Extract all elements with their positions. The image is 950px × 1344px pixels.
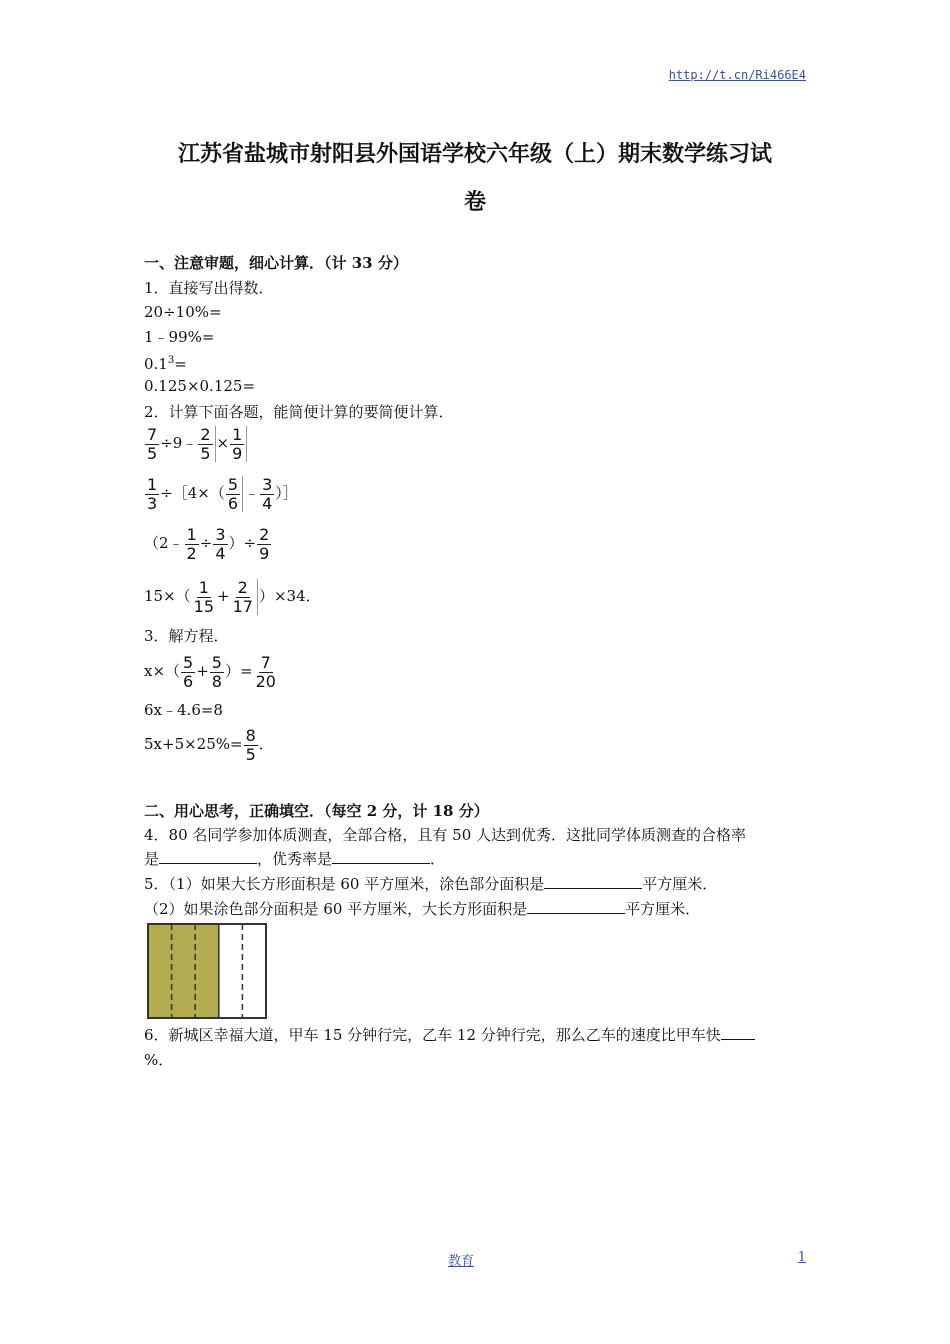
fraction: $\frac{2}{5}$	[200, 424, 211, 463]
q5-line-2	[144, 898, 700, 920]
answer-blank[interactable]	[527, 899, 625, 914]
q6-text: 6．新城区幸福大道，甲车 15 分钟行完，乙车 12 分钟行完，那么乙车的速度比甲车快	[144, 1026, 721, 1044]
q2-expression-1	[144, 423, 248, 463]
operator: 15×（	[144, 587, 191, 605]
rectangle-figure	[146, 922, 268, 1020]
q1-item-2: 1﹣99%=	[144, 328, 215, 346]
fraction: $\frac{3}{4}$	[215, 524, 226, 563]
q4-line-1: 4．80 名同学参加体质测查，全部合格，且有 50 人达到优秀．这批同学体质测查的合格率	[144, 826, 747, 844]
q1-item-3-exponent: 3	[167, 355, 175, 366]
bracket-bar	[246, 426, 247, 462]
q5-text: （2）如果涂色部分面积是 60 平方厘米，大长方形面积是	[144, 900, 528, 918]
bracket-bar	[242, 476, 243, 512]
q6-line-1	[144, 1024, 755, 1046]
fraction: $\frac{2}{9}$	[259, 524, 270, 563]
q6-line-2: %．	[144, 1051, 174, 1069]
q4-line-2	[144, 848, 445, 870]
operator: ）×34．	[258, 587, 321, 605]
answer-blank[interactable]	[332, 849, 430, 864]
operator: ）］	[275, 484, 298, 502]
fraction: $\frac{1}{15}$	[193, 577, 215, 616]
q3-equation-1	[144, 651, 279, 691]
q1-item-3-base: 0.1	[144, 355, 168, 373]
q3-equation-3	[144, 724, 274, 764]
fraction: $\frac{5}{8}$	[211, 652, 222, 691]
fraction: $\frac{7}{20}$	[255, 652, 276, 691]
fraction: $\frac{3}{4}$	[262, 474, 273, 513]
answer-blank[interactable]	[159, 849, 257, 864]
section-2-heading: 二、用心思考，正确填空．（每空 2 分，计 18 分）	[144, 802, 489, 820]
fraction: $\frac{8}{5}$	[245, 725, 256, 764]
q3-equation-2: 6x﹣4.6=8	[144, 701, 223, 719]
operator: ÷	[199, 534, 213, 552]
q5-text: 平方厘米．	[625, 900, 701, 918]
q3-label: 3．解方程．	[144, 627, 229, 645]
q5-line-1	[144, 873, 717, 895]
operator: ÷［4×（	[160, 484, 225, 502]
operator: x×（	[144, 662, 181, 680]
page-title	[140, 130, 810, 226]
source-url-link[interactable]: http://t.cn/Ri466E4	[668, 68, 806, 82]
title-line-1: 江苏省盐城市射阳县外国语学校六年级（上）期末数学练习试	[177, 141, 772, 167]
operator: （2﹣	[144, 534, 184, 552]
fraction: $\frac{7}{5}$	[147, 424, 158, 463]
operator: ）÷	[228, 534, 257, 552]
q1-item-4: 0.125×0.125=	[144, 377, 256, 395]
page-number: 1	[797, 1250, 806, 1265]
operator: ）=	[224, 662, 253, 680]
q2-expression-2	[144, 473, 298, 513]
answer-blank[interactable]	[721, 1025, 755, 1040]
fraction: $\frac{2}{17}$	[232, 577, 253, 616]
fraction: $\frac{1}{2}$	[186, 524, 197, 563]
operator: +	[196, 662, 209, 680]
q5-text: 平方厘米．	[642, 875, 718, 893]
q2-label: 2．计算下面各题，能简便计算的要简便计算．	[144, 403, 454, 421]
operator: ÷9﹣	[160, 434, 198, 452]
q2-expression-4	[144, 576, 321, 616]
q4-text: 是	[144, 850, 160, 868]
operator: 5x+5×25%=	[144, 735, 243, 753]
bracket-bar	[215, 426, 216, 462]
title-line-2: 卷	[463, 189, 486, 215]
operator: ．	[258, 735, 274, 753]
q2-expression-3	[144, 523, 272, 563]
fraction: $\frac{1}{3}$	[147, 474, 158, 513]
fraction: $\frac{1}{9}$	[232, 424, 243, 463]
q4-text: ，优秀率是	[257, 850, 333, 868]
operator: ×	[216, 434, 230, 452]
operator: ﹣	[244, 484, 260, 502]
footer-link[interactable]: 教育	[448, 1254, 475, 1269]
q5-text: 5．（1）如果大长方形面积是 60 平方厘米，涂色部分面积是	[144, 875, 545, 893]
answer-blank[interactable]	[544, 874, 642, 889]
q1-item-3-suffix: =	[174, 355, 187, 373]
fraction: $\frac{5}{6}$	[227, 474, 239, 513]
bracket-bar	[257, 579, 258, 615]
fraction: $\frac{5}{6}$	[183, 652, 194, 691]
shaded-region	[148, 924, 219, 1018]
q1-item-3	[144, 350, 187, 375]
operator: +	[217, 587, 230, 605]
q4-text: ．	[430, 850, 446, 868]
q1-item-1: 20÷10%=	[144, 303, 222, 321]
section-1-heading: 一、注意审题，细心计算．（计 33 分）	[144, 254, 408, 272]
q1-label: 1．直接写出得数．	[144, 279, 274, 297]
